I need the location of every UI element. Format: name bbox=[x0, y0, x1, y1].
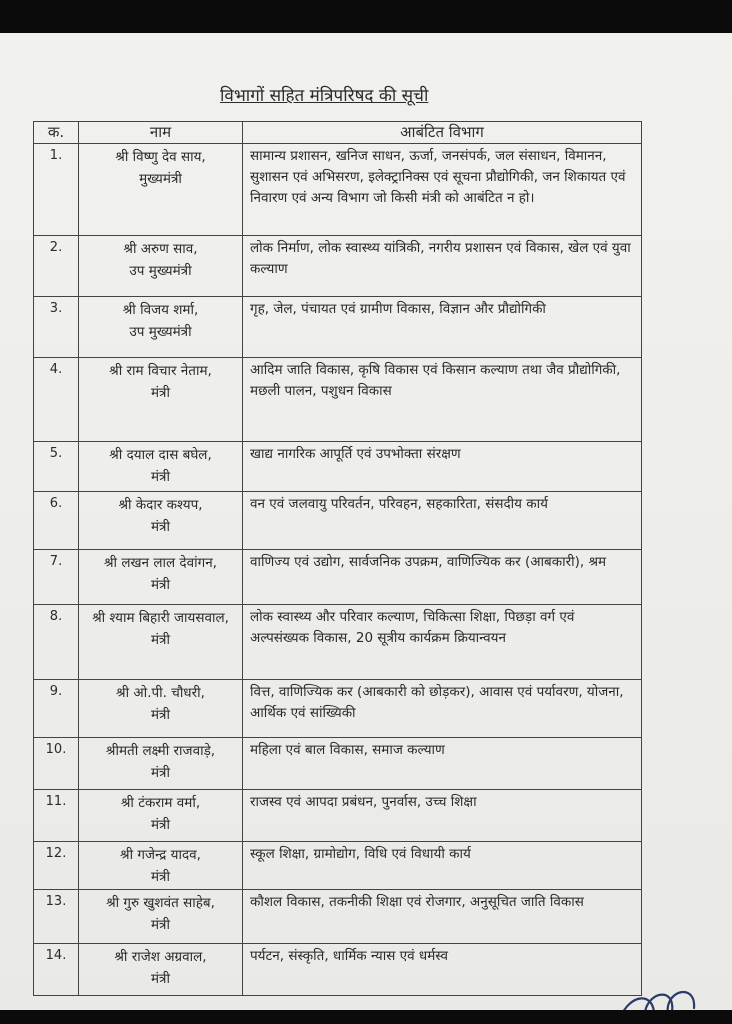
row-name-cell bbox=[79, 738, 243, 790]
minister-name: श्री दयाल दास बघेल, bbox=[109, 447, 212, 463]
minister-name: श्री केदार कश्यप, bbox=[118, 497, 203, 513]
row-name-cell bbox=[79, 492, 243, 550]
minister-role: मंत्री bbox=[150, 917, 171, 933]
minister-role: मुख्यमंत्री bbox=[139, 171, 182, 187]
document-page bbox=[0, 33, 732, 1024]
row-serial: 14. bbox=[34, 944, 79, 996]
row-name-cell bbox=[79, 605, 243, 680]
row-serial: 4. bbox=[34, 358, 79, 442]
minister-role: मंत्री bbox=[150, 765, 171, 781]
row-name-cell bbox=[79, 358, 243, 442]
minister-role: मंत्री bbox=[150, 469, 171, 485]
minister-role: मंत्री bbox=[150, 971, 171, 987]
minister-name: श्री राम विचार नेताम, bbox=[109, 363, 212, 379]
table-row bbox=[34, 358, 642, 442]
minister-role: मंत्री bbox=[150, 817, 171, 833]
row-serial: 13. bbox=[34, 890, 79, 944]
row-departments: गृह, जेल, पंचायत एवं ग्रामीण विकास, विज्ञान और प्रौद्योगिकी bbox=[243, 297, 642, 358]
row-departments: लोक स्वास्थ्य और परिवार कल्याण, चिकित्सा शिक्षा, पिछड़ा वर्ग एवं अल्पसंख्यक विकास, 20 सूत्रीय कार्यक्रम क्रियान्वयन bbox=[243, 605, 642, 680]
table-row bbox=[34, 790, 642, 842]
row-serial: 6. bbox=[34, 492, 79, 550]
minister-name: श्री टंकराम वर्मा, bbox=[120, 795, 201, 811]
header-serial: क. bbox=[34, 122, 79, 144]
header-name: नाम bbox=[79, 122, 243, 144]
row-departments: आदिम जाति विकास, कृषि विकास एवं किसान कल्याण तथा जैव प्रौद्योगिकी, मछली पालन, पशुधन विकास bbox=[243, 358, 642, 442]
document-title: विभागों सहित मंत्रिपरिषद की सूची bbox=[220, 86, 429, 106]
minister-role: मंत्री bbox=[150, 632, 171, 648]
row-name-cell bbox=[79, 550, 243, 605]
row-name-cell bbox=[79, 144, 243, 236]
minister-name: श्री ओ.पी. चौधरी, bbox=[116, 685, 205, 701]
minister-name: श्री विजय शर्मा, bbox=[122, 302, 199, 318]
row-serial: 9. bbox=[34, 680, 79, 738]
row-serial: 8. bbox=[34, 605, 79, 680]
row-serial: 5. bbox=[34, 442, 79, 492]
row-name-cell bbox=[79, 790, 243, 842]
minister-name: श्री अरुण साव, bbox=[123, 241, 198, 257]
table-row bbox=[34, 738, 642, 790]
table-row bbox=[34, 842, 642, 890]
row-serial: 10. bbox=[34, 738, 79, 790]
table-row bbox=[34, 605, 642, 680]
table-row bbox=[34, 297, 642, 358]
minister-role: मंत्री bbox=[150, 707, 171, 723]
table-row bbox=[34, 890, 642, 944]
minister-role: उप मुख्यमंत्री bbox=[129, 324, 192, 340]
row-name-cell bbox=[79, 297, 243, 358]
row-departments: वाणिज्य एवं उद्योग, सार्वजनिक उपक्रम, वाणिज्यिक कर (आबकारी), श्रम bbox=[243, 550, 642, 605]
minister-role: मंत्री bbox=[150, 869, 171, 885]
minister-name: श्री गजेन्द्र यादव, bbox=[120, 847, 201, 863]
row-serial: 12. bbox=[34, 842, 79, 890]
row-name-cell bbox=[79, 890, 243, 944]
row-serial: 1. bbox=[34, 144, 79, 236]
minister-name: श्रीमती लक्ष्मी राजवाड़े, bbox=[105, 743, 216, 759]
row-departments: सामान्य प्रशासन, खनिज साधन, ऊर्जा, जनसंपर्क, जल संसाधन, विमानन, सुशासन एवं अभिसरण, इलेक्ट्रानिक्स एवं सूचना प्रौद्योगिकी, जन शिकायत एवं निवारण एवं अन्य विभाग जो किसी मंत्री को आबंटित न हो। bbox=[243, 144, 642, 236]
minister-role: मंत्री bbox=[150, 519, 171, 535]
minister-role: मंत्री bbox=[150, 385, 171, 401]
minister-name: श्री गुरु खुशवंत साहेब, bbox=[106, 895, 215, 911]
row-departments: स्कूल शिक्षा, ग्रामोद्योग, विधि एवं विधायी कार्य bbox=[243, 842, 642, 890]
row-departments: वित्त, वाणिज्यिक कर (आबकारी को छोड़कर), आवास एवं पर्यावरण, योजना, आर्थिक एवं सांख्यिकी bbox=[243, 680, 642, 738]
row-serial: 7. bbox=[34, 550, 79, 605]
row-serial: 11. bbox=[34, 790, 79, 842]
row-name-cell bbox=[79, 842, 243, 890]
table-row bbox=[34, 680, 642, 738]
minister-name: श्री श्याम बिहारी जायसवाल, bbox=[92, 610, 229, 626]
row-serial: 3. bbox=[34, 297, 79, 358]
minister-name: श्री विष्णु देव साय, bbox=[115, 149, 206, 165]
bottom-border bbox=[0, 1010, 732, 1024]
table-row bbox=[34, 492, 642, 550]
table-header-row bbox=[34, 122, 642, 144]
row-departments: पर्यटन, संस्कृति, धार्मिक न्यास एवं धर्मस्व bbox=[243, 944, 642, 996]
minister-name: श्री लखन लाल देवांगन, bbox=[104, 555, 217, 571]
table-row bbox=[34, 944, 642, 996]
ministers-table bbox=[33, 121, 642, 996]
row-departments: वन एवं जलवायु परिवर्तन, परिवहन, सहकारिता, संसदीय कार्य bbox=[243, 492, 642, 550]
row-name-cell bbox=[79, 944, 243, 996]
table-row bbox=[34, 442, 642, 492]
row-serial: 2. bbox=[34, 236, 79, 297]
table-row bbox=[34, 550, 642, 605]
row-departments: खाद्य नागरिक आपूर्ति एवं उपभोक्ता संरक्षण bbox=[243, 442, 642, 492]
row-name-cell bbox=[79, 236, 243, 297]
table-row bbox=[34, 144, 642, 236]
minister-role: मंत्री bbox=[150, 577, 171, 593]
header-department: आबंटित विभाग bbox=[243, 122, 642, 144]
row-name-cell bbox=[79, 442, 243, 492]
row-departments: राजस्व एवं आपदा प्रबंधन, पुनर्वास, उच्च शिक्षा bbox=[243, 790, 642, 842]
row-departments: कौशल विकास, तकनीकी शिक्षा एवं रोजगार, अनुसूचित जाति विकास bbox=[243, 890, 642, 944]
row-departments: लोक निर्माण, लोक स्वास्थ्य यांत्रिकी, नगरीय प्रशासन एवं विकास, खेल एवं युवा कल्याण bbox=[243, 236, 642, 297]
row-name-cell bbox=[79, 680, 243, 738]
minister-role: उप मुख्यमंत्री bbox=[129, 263, 192, 279]
minister-name: श्री राजेश अग्रवाल, bbox=[114, 949, 207, 965]
row-departments: महिला एवं बाल विकास, समाज कल्याण bbox=[243, 738, 642, 790]
table-row bbox=[34, 236, 642, 297]
